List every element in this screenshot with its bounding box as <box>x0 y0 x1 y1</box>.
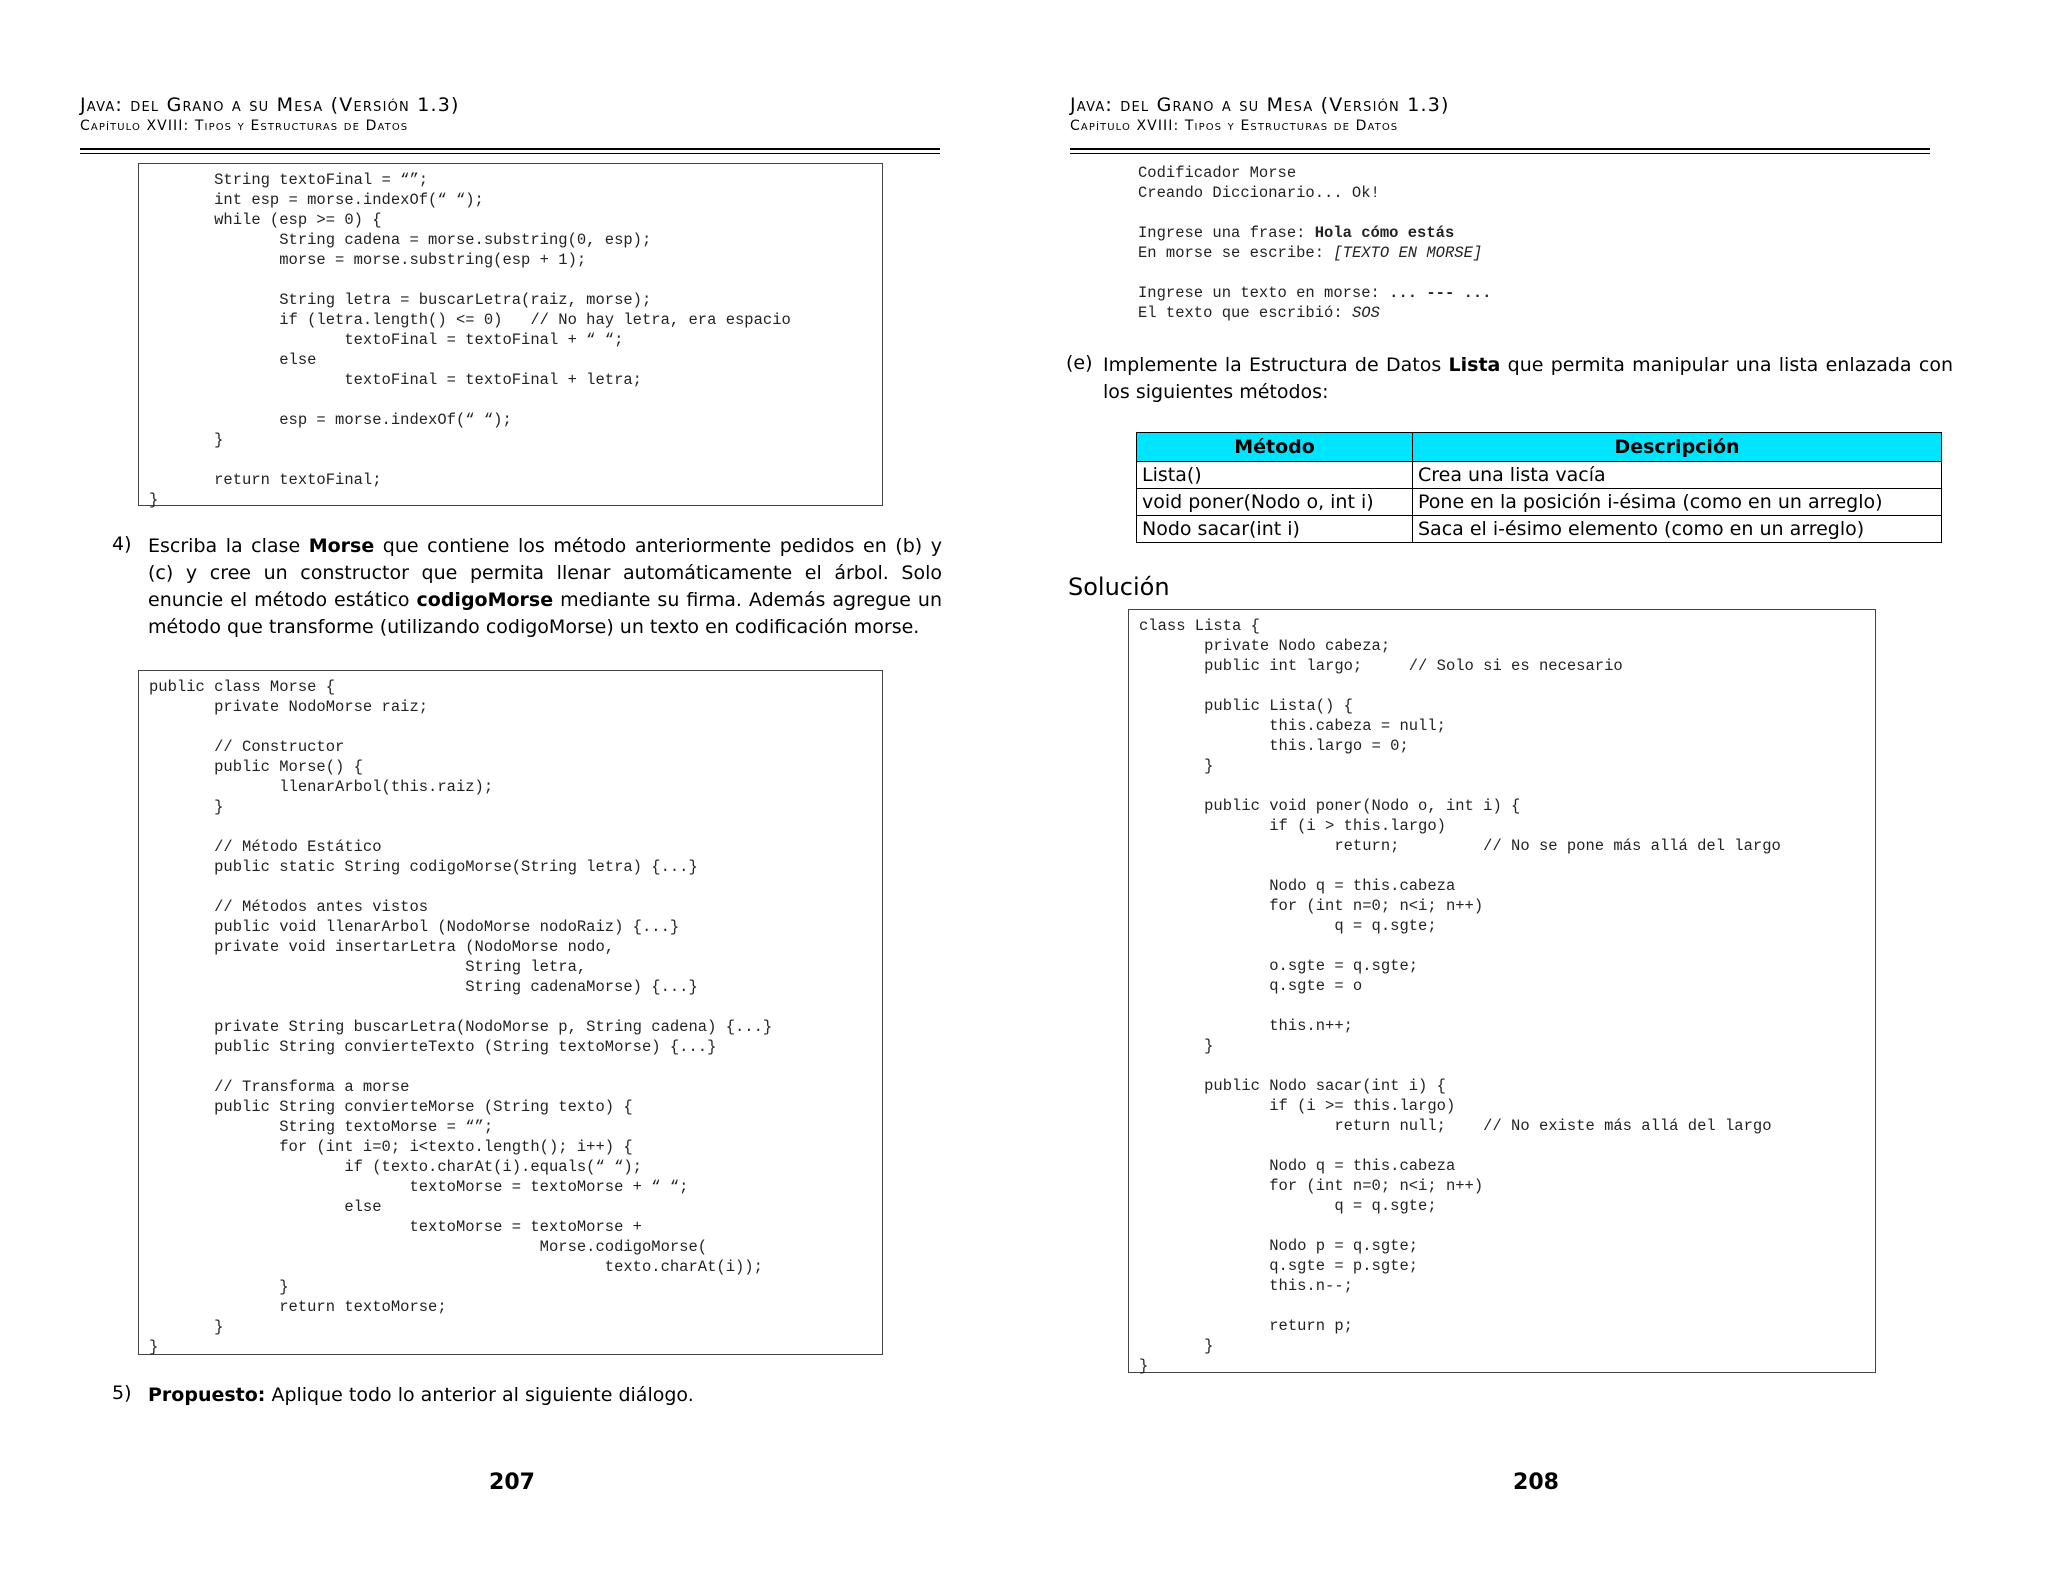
code-text: String textoFinal = “”; int esp = morse.indexOf(“ “); while (esp >= 0) { String cadena = morse.substring(0, esp); morse = morse.substring(esp + 1); String letra = buscarLetra(raiz, morse); if (letra.length() <= 0) // No hay letra, era espacio textoFinal = textoFinal + “ “; else textoFinal = textoFinal + letra; esp = morse.indexOf(“ “); } return textoFinal; } <box>149 171 791 509</box>
item-e-paragraph: Implemente la Estructura de Datos Lista que permita manipular una lista enlazada con los siguientes métodos: <box>1103 354 1953 403</box>
code-block-morse-class <box>138 670 883 1355</box>
table-cell: void poner(Nodo o, int i) <box>1137 489 1413 516</box>
book-title: Java: del Grano a su Mesa (Versión 1.3) <box>1070 94 1450 116</box>
header-rule <box>1070 148 1930 150</box>
methods-table <box>1136 432 1942 543</box>
item-label: (e) <box>1066 352 1093 374</box>
chapter-title: Capítulo XVIII: Tipos y Estructuras de Datos <box>80 118 409 134</box>
console-dialog <box>1138 163 1491 323</box>
header-rule-thin <box>1070 153 1930 154</box>
table-header: Método <box>1137 433 1413 462</box>
item-5-paragraph: Propuesto: Aplique todo lo anterior al siguiente diálogo. <box>148 1384 694 1406</box>
dialog-prompt: Ingrese un texto en morse: <box>1138 284 1390 302</box>
table-cell: Saca el i-ésimo elemento (como en un arreglo) <box>1413 516 1942 543</box>
table-row <box>1137 516 1942 543</box>
table-cell: Pone en la posición i-ésima (como en un arreglo) <box>1413 489 1942 516</box>
table-row <box>1137 489 1942 516</box>
book-title: Java: del Grano a su Mesa (Versión 1.3) <box>80 94 460 116</box>
page-number: 207 <box>489 1470 535 1495</box>
table-row <box>1137 462 1942 489</box>
dialog-output: [TEXTO EN MORSE] <box>1333 244 1483 262</box>
solution-heading: Solución <box>1068 573 1170 601</box>
header-rule <box>80 148 940 150</box>
right-page <box>1024 0 2048 1582</box>
code-text: public class Morse { private NodoMorse raiz; // Constructor public Morse() { llenarArbol(this.raiz); } // Método Estático public static String codigoMorse(String letra) {...} // Métodos antes vistos public void llenarArbol (NodoMorse nodoRaiz) {...} private void insertarLetra (NodoMorse nodo, String letra, String cadenaMorse) {...} private String buscarLetra(NodoMorse p, String cadena) {...} public String convierteTexto (String textoMorse) {...} // Transforma a morse public String convierteMorse (String texto) { String textoMorse = “”; for (int i=0; i<texto.length(); i++) { if (texto.charAt(i).equals(“ “); textoMorse = textoMorse + “ “; else textoMorse = textoMorse + Morse.codigoMorse( texto.charAt(i)); } return textoMorse; } } <box>149 678 773 1356</box>
header-rule-thin <box>80 153 940 154</box>
table-cell: Crea una lista vacía <box>1413 462 1942 489</box>
item-number: 5) <box>112 1382 132 1404</box>
item-number: 4) <box>112 533 132 555</box>
dialog-prompt: Ingrese una frase: <box>1138 224 1315 242</box>
page-number: 208 <box>1513 1470 1559 1495</box>
item-4-paragraph: Escriba la clase Morse que contiene los método anteriormente pedidos en (b) y (c) y cree un constructor que permita llenar automáticamente el árbol. Solo enuncie el método estático codigoMorse mediante su firma. Además agregue un método que transforme (utilizando codigoMorse) un texto en codificación morse. <box>148 535 942 638</box>
table-cell: Nodo sacar(int i) <box>1137 516 1413 543</box>
dialog-input: ... --- ... <box>1389 284 1492 302</box>
table-cell: Lista() <box>1137 462 1413 489</box>
code-block-lista-class <box>1128 609 1876 1373</box>
dialog-output: SOS <box>1351 304 1380 322</box>
dialog-label: El texto que escribió: <box>1138 304 1352 322</box>
code-block-texto-final <box>138 163 883 509</box>
code-text: class Lista { private Nodo cabeza; public int largo; // Solo si es necesario public Lista() { this.cabeza = null; this.largo = 0; } public void poner(Nodo o, int i) { if (i > this.largo) return; // No se pone más allá del largo Nodo q = this.cabeza for (int n=0; n<i; n++) q = q.sgte; o.sgte = q.sgte; q.sgte = o this.n++; } public Nodo sacar(int i) { if (i >= this.largo) return null; // No existe más allá del largo Nodo q = this.cabeza for (int n=0; n<i; n++) q = q.sgte; Nodo p = q.sgte; q.sgte = p.sgte; this.n--; return p; } } <box>1139 617 1781 1375</box>
dialog-line: Codificador Morse <box>1138 164 1297 182</box>
chapter-title: Capítulo XVIII: Tipos y Estructuras de Datos <box>1070 118 1399 134</box>
dialog-line: Creando Diccionario... Ok! <box>1138 184 1380 202</box>
dialog-label: En morse se escribe: <box>1138 244 1334 262</box>
table-header: Descripción <box>1413 433 1942 462</box>
dialog-input: Hola cómo estás <box>1314 224 1455 242</box>
